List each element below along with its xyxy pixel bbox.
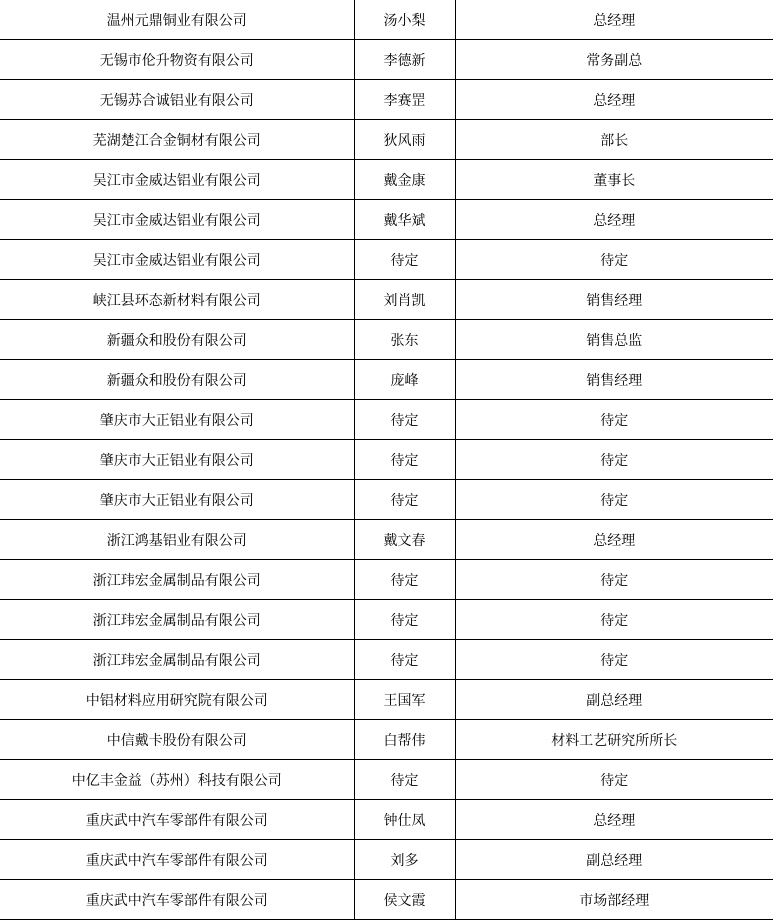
title-cell: 总经理 — [455, 0, 773, 40]
company-cell: 浙江鸿基铝业有限公司 — [0, 520, 354, 560]
title-cell: 总经理 — [455, 520, 773, 560]
name-cell: 待定 — [354, 240, 455, 280]
company-cell: 峡江县环态新材料有限公司 — [0, 280, 354, 320]
title-cell: 总经理 — [455, 80, 773, 120]
name-cell: 侯文霞 — [354, 880, 455, 920]
table-row — [0, 640, 773, 680]
company-cell: 无锡市伦升物资有限公司 — [0, 40, 354, 80]
company-cell: 重庆武中汽车零部件有限公司 — [0, 840, 354, 880]
company-cell: 浙江玮宏金属制品有限公司 — [0, 640, 354, 680]
table-row — [0, 440, 773, 480]
company-cell: 新疆众和股份有限公司 — [0, 360, 354, 400]
title-cell: 常务副总 — [455, 40, 773, 80]
table-row — [0, 520, 773, 560]
table-row — [0, 0, 773, 40]
company-cell: 中信戴卡股份有限公司 — [0, 720, 354, 760]
table-row — [0, 480, 773, 520]
company-cell: 肇庆市大正铝业有限公司 — [0, 480, 354, 520]
title-cell: 总经理 — [455, 800, 773, 840]
company-cell: 吴江市金威达铝业有限公司 — [0, 240, 354, 280]
company-cell: 肇庆市大正铝业有限公司 — [0, 440, 354, 480]
name-cell: 庞峰 — [354, 360, 455, 400]
company-cell: 新疆众和股份有限公司 — [0, 320, 354, 360]
name-cell: 汤小梨 — [354, 0, 455, 40]
name-cell: 刘多 — [354, 840, 455, 880]
title-cell: 董事长 — [455, 160, 773, 200]
table-row — [0, 800, 773, 840]
name-cell: 狄风雨 — [354, 120, 455, 160]
table-row — [0, 760, 773, 800]
title-cell: 待定 — [455, 600, 773, 640]
company-cell: 重庆武中汽车零部件有限公司 — [0, 800, 354, 840]
table-row — [0, 400, 773, 440]
table-row — [0, 200, 773, 240]
table-row — [0, 160, 773, 200]
title-cell: 副总经理 — [455, 840, 773, 880]
name-cell: 待定 — [354, 640, 455, 680]
company-cell: 温州元鼎铜业有限公司 — [0, 0, 354, 40]
title-cell: 待定 — [455, 240, 773, 280]
name-cell: 钟仕凤 — [354, 800, 455, 840]
title-cell: 待定 — [455, 480, 773, 520]
table-row — [0, 120, 773, 160]
title-cell: 待定 — [455, 560, 773, 600]
title-cell: 销售经理 — [455, 360, 773, 400]
table-row — [0, 80, 773, 120]
name-cell: 戴金康 — [354, 160, 455, 200]
table-row — [0, 240, 773, 280]
title-cell: 销售总监 — [455, 320, 773, 360]
table-row — [0, 360, 773, 400]
name-cell: 王国军 — [354, 680, 455, 720]
title-cell: 待定 — [455, 440, 773, 480]
company-cell: 吴江市金威达铝业有限公司 — [0, 200, 354, 240]
company-cell: 中亿丰金益（苏州）科技有限公司 — [0, 760, 354, 800]
name-cell: 白帮伟 — [354, 720, 455, 760]
name-cell: 待定 — [354, 480, 455, 520]
name-cell: 待定 — [354, 400, 455, 440]
title-cell: 待定 — [455, 760, 773, 800]
name-cell: 待定 — [354, 760, 455, 800]
company-cell: 肇庆市大正铝业有限公司 — [0, 400, 354, 440]
table-row — [0, 280, 773, 320]
table-row — [0, 720, 773, 760]
name-cell: 戴文春 — [354, 520, 455, 560]
table-row — [0, 880, 773, 920]
table-row — [0, 320, 773, 360]
company-cell: 芜湖楚江合金铜材有限公司 — [0, 120, 354, 160]
name-cell: 张东 — [354, 320, 455, 360]
company-cell: 中铝材料应用研究院有限公司 — [0, 680, 354, 720]
company-cell: 浙江玮宏金属制品有限公司 — [0, 560, 354, 600]
title-cell: 销售经理 — [455, 280, 773, 320]
name-cell: 待定 — [354, 440, 455, 480]
name-cell: 李德新 — [354, 40, 455, 80]
table-row — [0, 840, 773, 880]
name-cell: 李赛罡 — [354, 80, 455, 120]
title-cell: 副总经理 — [455, 680, 773, 720]
company-cell: 重庆武中汽车零部件有限公司 — [0, 880, 354, 920]
table-row — [0, 560, 773, 600]
name-cell: 戴华斌 — [354, 200, 455, 240]
name-cell: 待定 — [354, 560, 455, 600]
table-row — [0, 680, 773, 720]
company-cell: 吴江市金威达铝业有限公司 — [0, 160, 354, 200]
title-cell: 总经理 — [455, 200, 773, 240]
title-cell: 待定 — [455, 400, 773, 440]
name-cell: 待定 — [354, 600, 455, 640]
table-row — [0, 600, 773, 640]
name-cell: 刘肖凯 — [354, 280, 455, 320]
title-cell: 市场部经理 — [455, 880, 773, 920]
title-cell: 部长 — [455, 120, 773, 160]
table-row — [0, 40, 773, 80]
company-cell: 无锡苏合诚铝业有限公司 — [0, 80, 354, 120]
company-cell: 浙江玮宏金属制品有限公司 — [0, 600, 354, 640]
title-cell: 材料工艺研究所所长 — [455, 720, 773, 760]
title-cell: 待定 — [455, 640, 773, 680]
